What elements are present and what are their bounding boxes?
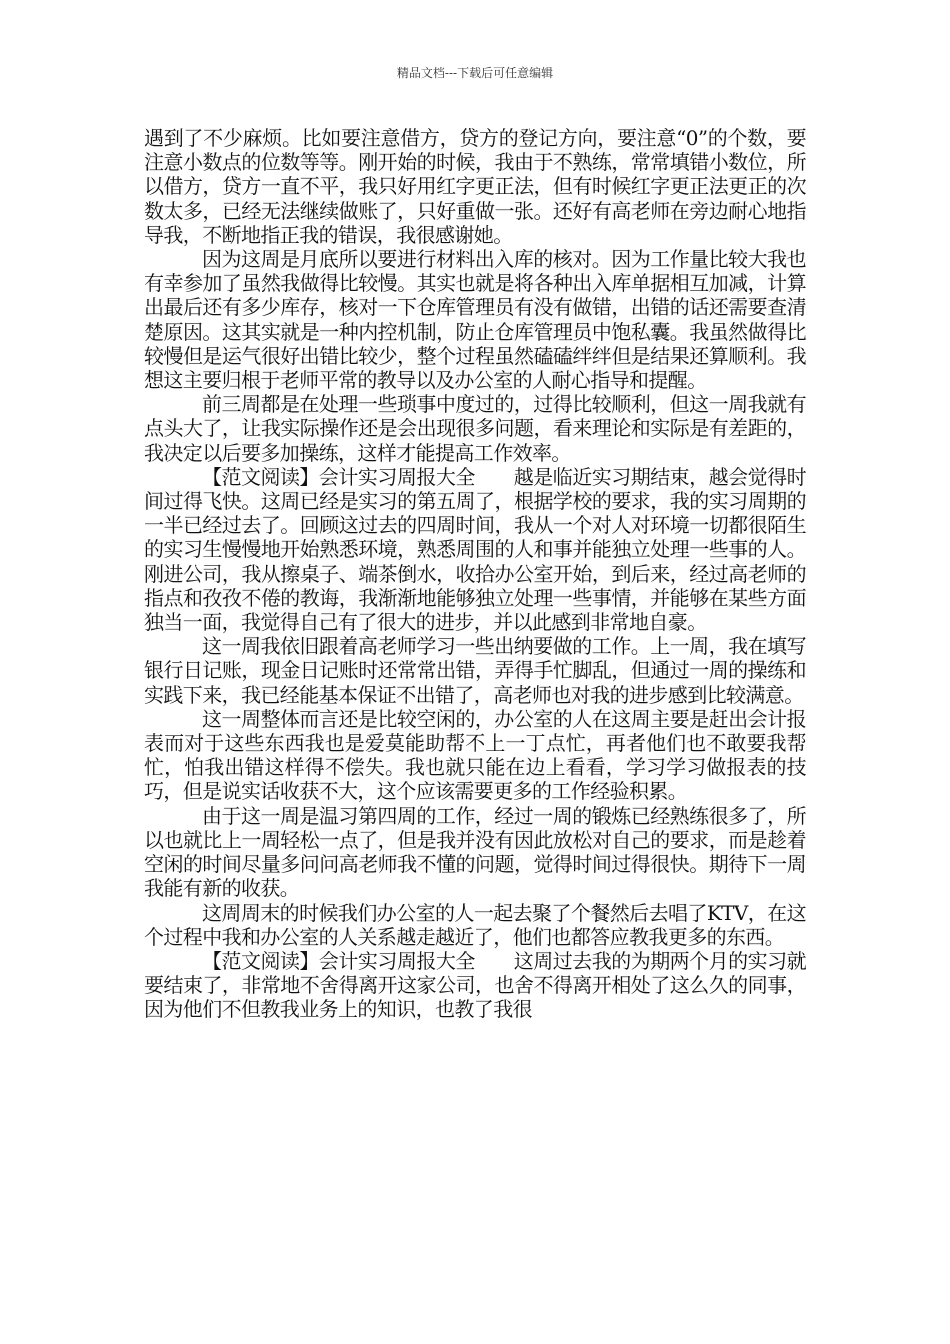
paragraph-2: 因为这周是月底所以要进行材料出入库的核对。因为工作量比较大我也有幸参加了虽然我做得比较慢。其实也就是将各种出入库单据相互加减，计算出最后还有多少库存，核对一下仓库管理员有没有做错，出错的话还需要查清楚原因。这其实就是一种内控机制，防止仓库管理员中饱私囊。我虽然做得比较慢但是运气很好出错比较少，整个过程虽然磕磕绊绊但是结果还算顺利。我想这主要归根于老师平常的教导以及办公室的人耐心指导和提醒。	[144, 247, 806, 393]
paragraph-9: 【范文阅读】会计实习周报大全 这周过去我的为期两个月的实习就要结束了，非常地不舍得离开这家公司，也舍不得离开相处了这么久的同事，因为他们不但教我业务上的知识，也教了我很	[144, 948, 806, 1022]
document-body	[144, 126, 806, 1022]
paragraph-1: 遇到了不少麻烦。比如要注意借方，贷方的登记方向，要注意“0”的个数，要注意小数点的位数等等。刚开始的时候，我由于不熟练，常常填错小数位，所以借方，贷方一直不平，我只好用红字更正法，但有时候红字更正法更正的次数太多，已经无法继续做账了，只好重做一张。还好有高老师在旁边耐心地指导我，不断地指正我的错误，我很感谢她。	[144, 126, 806, 247]
paragraph-8: 这周周末的时候我们办公室的人一起去聚了个餐然后去唱了KTV，在这个过程中我和办公室的人关系越走越近了，他们也都答应教我更多的东西。	[144, 900, 806, 949]
paragraph-3: 前三周都是在处理一些琐事中度过的，过得比较顺利，但这一周我就有点头大了，让我实际操作还是会出现很多问题，看来理论和实际是有差距的，我决定以后要多加操练，这样才能提高工作效率。	[144, 392, 806, 465]
page-header: 精品文档---下载后可任意编辑	[396, 66, 554, 80]
paragraph-6: 这一周整体而言还是比较空闲的，办公室的人在这周主要是赶出会计报表而对于这些东西我也是爱莫能助帮不上一丁点忙，再者他们也不敢要我帮忙，怕我出错这样得不偿失。我也就只能在边上看看，学习学习做报表的技巧，但是说实话收获不大，这个应该需要更多的工作经验积累。	[144, 706, 806, 804]
paragraph-7: 由于这一周是温习第四周的工作，经过一周的锻炼已经熟练很多了，所以也就比上一周轻松一点了，但是我并没有因此放松对自己的要求，而是趁着空闲的时间尽量多问问高老师我不懂的问题，觉得时间过得很快。期待下一周我能有新的收获。	[144, 803, 806, 901]
paragraph-4: 【范文阅读】会计实习周报大全 越是临近实习期结束，越会觉得时间过得飞快。这周已经是实习的第五周了，根据学校的要求，我的实习周期的一半已经过去了。回顾这过去的四周时间，我从一个对人对环境一切都很陌生的实习生慢慢地开始熟悉环境，熟悉周围的人和事并能独立处理一些事的人。刚进公司，我从擦桌子、端茶倒水，收拾办公室开始，到后来，经过高老师的指点和孜孜不倦的教诲，我渐渐地能够独立处理一些事情，并能够在某些方面独当一面，我觉得自己有了很大的进步，并以此感到非常地自豪。	[144, 464, 806, 635]
paragraph-5: 这一周我依旧跟着高老师学习一些出纳要做的工作。上一周，我在填写银行日记账，现金日记账时还常常出错，弄得手忙脚乱，但通过一周的操练和实践下来，我已经能基本保证不出错了，高老师也对我的进步感到比较满意。	[144, 634, 806, 707]
